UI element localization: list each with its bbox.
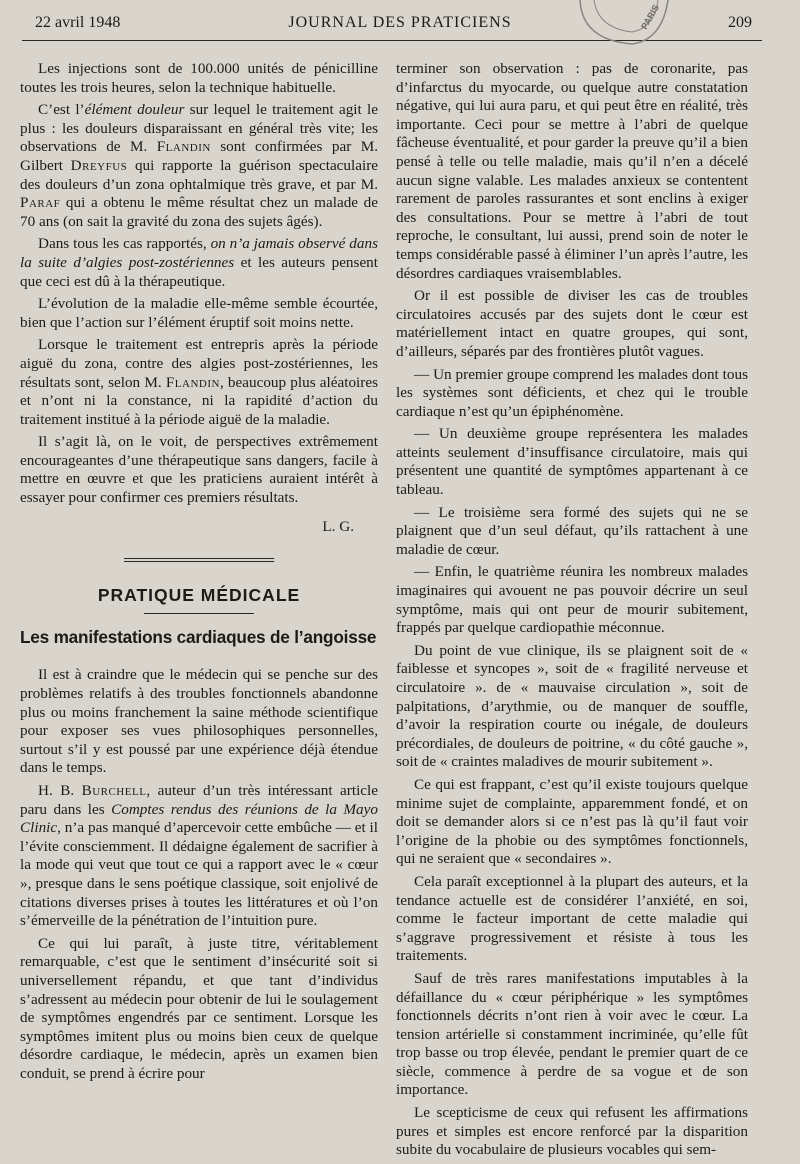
paragraph: Sauf de très rares manifestations imputables à la défaillance du « cœur périphérique » les symptômes fonctionnels décrits n’ont rien à voir avec le cœur. La tension artérielle si constamment incriminée, qu’elle fût trop basse ou trop élevée, pendant le premier quart de ce siècle, commence à perdre de sa vogue et de son importance. — [396, 969, 748, 1099]
right-column — [396, 60, 748, 1164]
paragraph: Les injections sont de 100.000 unités de pénicilline toutes les trois heures, selon la technique habituelle. — [20, 60, 378, 96]
paragraph: H. B. Burchell, auteur d’un très intéressant article paru dans les Comptes rendus des réunions de la Mayo Clinic, n’a pas manqué d’apercevoir cette embûche — et il l’évite consciemment. Il dédaigne également de sacrifier à la mode qui veut que tout ce qui a rapport avec le « cœur », presque dans le sens poétique classique, soit enjolivé de citations diverses prises à toutes les littératures et où l’on s’émerveille de la pénétration de l’intuition pure. — [20, 782, 378, 930]
section-heading: PRATIQUE MÉDICALE — [97, 585, 301, 606]
paragraph: Ce qui lui paraît, à juste titre, véritablement remarquable, c’est que le sentiment d’insécurité soit si universellement répandu, et que tant d’individus s’adressent au médecin pour obtenir de lui le soulagement de symptômes engendrés par ce sentiment. Lorsque les symptômes imitent plus ou moins bien ceux de quelque désordre cardiaque, le médecin, après un examen bien conduit, se prend à écrire pour — [20, 934, 378, 1082]
paragraph: Lorsque le traitement est entrepris après la période aiguë du zona, contre des algies post-zostériennes, les résultats sont, selon M. Flandin, beaucoup plus aléatoires et n’ont ni la constance, ni la rapidité d’action du traitement institué à la période aiguë de la maladie. — [20, 336, 378, 428]
issue-date: 22 avril 1948 — [35, 14, 121, 31]
left-column — [20, 60, 378, 1088]
paragraph: Du point de vue clinique, ils se plaignent soit de « faiblesse et syncopes », soit de « fragilité nerveuse et circulatoire ». de « mauvaise circulation », soit de palpitations, d’arythmie, ou de manquer de souffle, d’avoir la respiration courte ou inégale, de douleurs précordiales, de douleurs de poitrine, « du côté gauche », soit de « craintes maladives de mourir subitement ». — [396, 641, 748, 771]
article-title: Les manifestations cardiaques de l’angoisse — [20, 626, 377, 647]
paragraph: terminer son observation : pas de coronarite, pas d’infarctus du myocarde, ou quelque autre constatation négative, qui lui aura paru, et qui peut être en réalité, très importante. Ceci pour se mettre à l’abri de quelque fâcheuse éventualité, et pour garder la preuve qu’il a bien pensé à telle ou telle maladie, mais qu’il n’en a décelé aucun signe valable. Les malades anxieux se contentent rarement de paroles rassurantes et sont enclins à exiger des consultations. Pour se mettre à l’abri de tout reproche, le consultant, lui aussi, prend soin de noter le temps considérable passé à éliminer l’un après l’autre, les désordres cardiaques vraisemblables. — [396, 60, 748, 282]
list-item: — Un premier groupe comprend les malades dont tous les systèmes sont déficients, et chez qui le trouble cardiaque n’est qu’un épiphénomène. — [396, 365, 748, 420]
journal-name: JOURNAL DES PRATICIENS — [288, 14, 512, 31]
paragraph: Or il est possible de diviser les cas de troubles circulatoires accusés par des sujets dont le cœur est matériellement intact en quatre groupes, qui sont, d’ailleurs, séparés par des frontières plutôt vagues. — [396, 287, 748, 360]
running-header — [0, 14, 800, 36]
list-item: — Un deuxième groupe représentera les malades atteints seulement d’insuffisance circulatoire, mais qui présentent une quantité de symptômes appartenant à ce tableau. — [396, 425, 748, 499]
list-item: — Le troisième sera formé des sujets qui ne se plaignent que d’un seul défaut, qu’ils rattachent à une maladie de cœur. — [396, 503, 748, 558]
paragraph: Ce qui est frappant, c’est qu’il existe toujours quelque minime sujet de complainte, apparemment fondé, et on doit se demander alors si ce n’est pas là qu’il faut voir l’origine de la phobie ou des symptômes fonctionnels, qui ne seraient que « secondaires ». — [396, 775, 748, 868]
paragraph: Le scepticisme de ceux qui refusent les affirmations pures et simples est encore renforcé par la disparition subite du vocabulaire de plusieurs vocables qui sem- — [396, 1104, 748, 1159]
page-number: 209 — [728, 14, 752, 31]
paragraph: Il s’agit là, on le voit, de perspectives extrêmement encourageantes d’une thérapeutique sans dangers, facile à mettre en œuvre et que les praticiens auraient intérêt à essayer pour confirmer ces premiers résultats. — [20, 433, 378, 507]
svg-text:PARIS: PARIS — [639, 2, 662, 32]
paragraph: C’est l’élément douleur sur lequel le traitement agit le plus : les douleurs disparaissant en général très vite; les observations de M. Flandin sont confirmées par M. Gilbert Dreyfus qui rapporte la guérison spectaculaire des douleurs d’un zona ophtalmique très grave, et par M. Paraf qui a obtenu le même résultat chez un malade de 70 ans (on sait la gravité du zona des sujets âgés). — [20, 101, 379, 230]
paragraph: Il est à craindre que le médecin qui se penche sur des problèmes relatifs à des troubles fonctionnels abandonne plus ou moins franchement la saine méthode scientifique pour exposer ses vues philosophiques personnelles, surtout s’il y est poussé par une expérience déjà étendue dans le temps. — [20, 666, 378, 777]
list-item: — Enfin, le quatrième réunira les nombreux malades imaginaires qui avouent ne pas pouvoir décrire un seul symptôme, mais qui ont peur de mourir subitement, frappés par quelque cardiopathie méconnue. — [396, 563, 748, 637]
author-signature: L. G. — [322, 517, 354, 535]
paragraph: L’évolution de la maladie elle-même semble écourtée, bien que l’action sur l’élément éruptif soit moins nette. — [20, 295, 378, 331]
library-stamp — [572, 0, 672, 48]
section-separator — [124, 558, 274, 562]
paragraph: Cela paraît exceptionnel à la plupart des auteurs, et la tendance actuelle est de considérer l’anxiété, en soi, comme le facteur important de cette maladie qui s’aggrave progressivement et résiste à tous les traitements. — [396, 872, 748, 965]
paragraph: Dans tous les cas rapportés, on n’a jamais observé dans la suite d’algies post-zostériennes et les auteurs pensent que ceci est dû à la thérapeutique. — [20, 235, 378, 290]
heading-rule — [144, 613, 254, 614]
